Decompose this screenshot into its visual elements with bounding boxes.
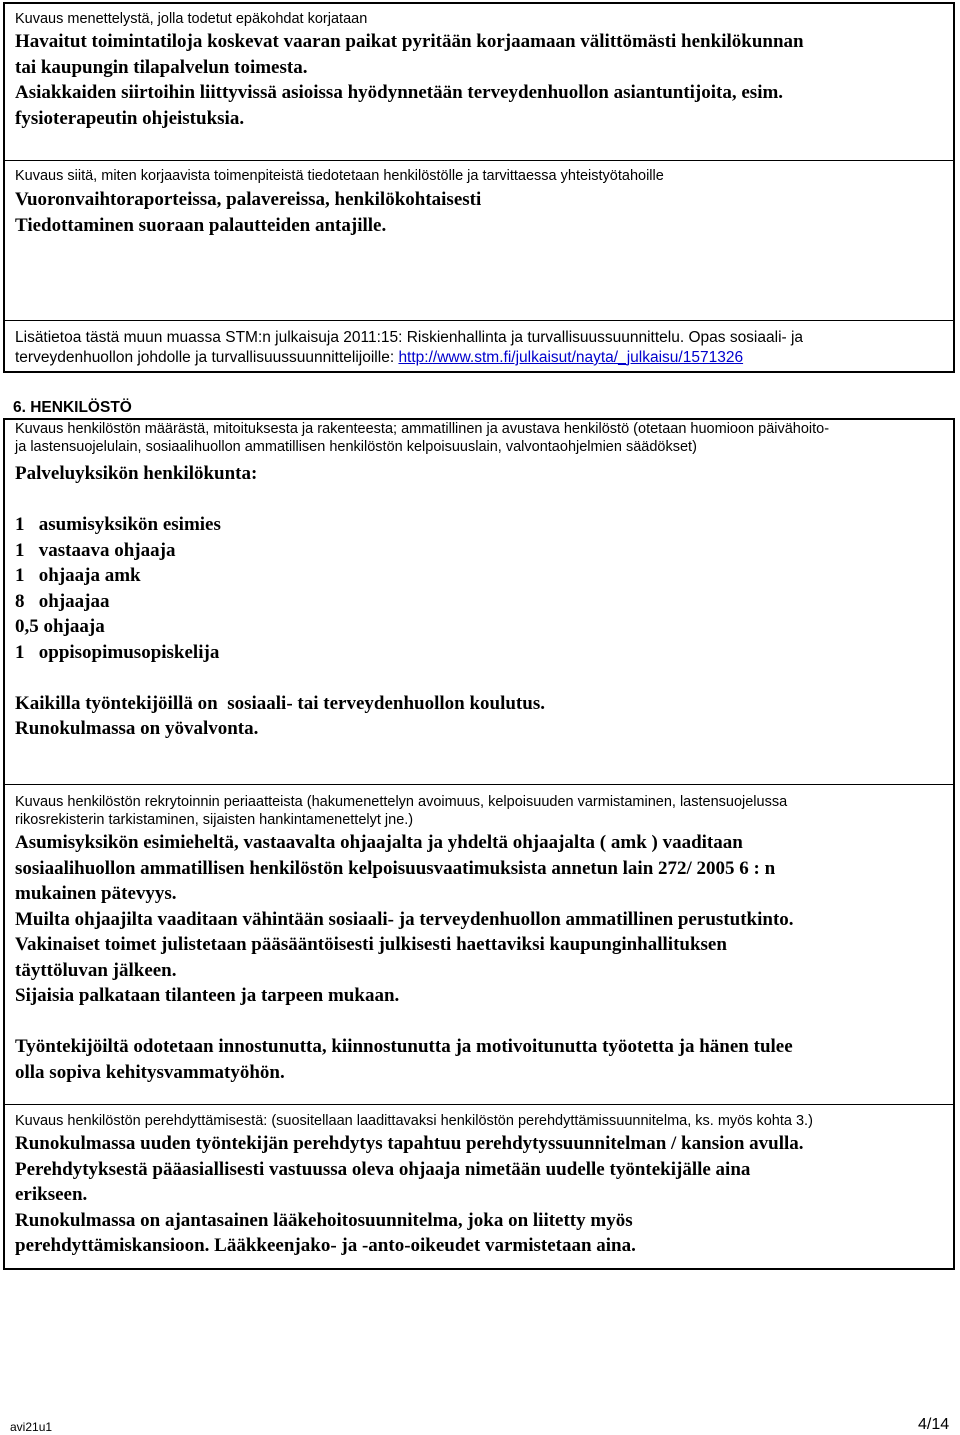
text-line: tai kaupungin tilapalvelun toimesta. <box>15 56 308 78</box>
text-line: Vakinaiset toimet julistetaan pääsääntöisesti julkisesti haettaviksi kaupunginhallituksen <box>15 934 727 955</box>
staff-note: Kaikilla työntekijöillä on sosiaali- tai terveydenhuollon koulutus. <box>15 692 545 714</box>
communication-cell <box>5 161 953 321</box>
corrective-actions-box <box>3 2 955 373</box>
section-title: 6. HENKILÖSTÖ <box>13 399 132 416</box>
label-line: ja lastensuojelulain, sosiaalihuollon ammatillisen henkilöstön kelpoisuuslain, valvontaohjelmien säädökset) <box>15 439 697 455</box>
more-info-cell <box>5 321 953 368</box>
text-line: Työntekijöiltä odotetaan innostunutta, kiinnostunutta ja motivoitunutta työotetta ja hänen tulee <box>15 1036 793 1057</box>
recruitment-cell <box>5 785 953 1105</box>
corrections-cell <box>5 4 953 161</box>
text-line: Vuoronvaihtoraporteissa, palavereissa, henkilökohtaisesti <box>15 189 482 210</box>
text-line: perehdyttämiskansioon. Lääkkeenjako- ja -anto-oikeudet varmistetaan aina. <box>15 1235 636 1256</box>
corrections-label: Kuvaus menettelystä, jolla todetut epäkohdat korjataan <box>15 11 368 27</box>
text-line: Asiakkaiden siirtoihin liittyvissä asioissa hyödynnetään terveydenhuollon asiantuntijoita, esim. <box>15 82 784 103</box>
staff-item: 8 ohjaajaa <box>15 590 110 612</box>
more-info-line-2 <box>15 348 943 368</box>
label-line: Kuvaus henkilöstön rekrytoinnin periaatteista (hakumenettelyn avoimuus, kelpoisuuden varmistaminen, lastensuojelussa <box>15 794 788 810</box>
text-line: Tiedottaminen suoraan palautteiden antajille. <box>15 214 387 236</box>
communication-text <box>15 187 943 238</box>
more-info-line: Lisätietoa tästä muun muassa STM:n julkaisuja 2011:15: Riskienhallinta ja turvallisuussuunnittelu. Opas sosiaali- ja <box>15 329 804 346</box>
staff-item: 1 oppisopimusopiskelija <box>15 641 220 663</box>
document-code: avi21u1 <box>10 1420 53 1434</box>
label-line: rikosrekisterin tarkistaminen, sijaisten hankintamenettelyt jne.) <box>15 812 414 828</box>
staff-item: 1 asumisyksikön esimies <box>15 514 221 535</box>
text-line: erikseen. <box>15 1184 88 1205</box>
text-line: Asumisyksikön esimieheltä, vastaavalta ohjaajalta ja yhdeltä ohjaajalta ( amk ) vaaditaan <box>15 832 743 853</box>
staffing-text <box>15 461 943 742</box>
page-number: 4/14 <box>918 1416 950 1433</box>
text-line: Muilta ohjaajilta vaaditaan vähintään sosiaali- ja terveydenhuollon ammatillinen perustutkinto. <box>15 908 794 930</box>
stm-publication-link[interactable]: http://www.stm.fi/julkaisut/nayta/_julkaisu/1571326 <box>398 349 744 366</box>
staffing-heading: Palveluyksikön henkilökunta: <box>15 463 258 484</box>
staff-item: 0,5 ohjaaja <box>15 616 105 637</box>
personnel-box <box>3 418 955 1270</box>
text-line: olla sopiva kehitysvammatyöhön. <box>15 1061 285 1083</box>
text-line: Runokulmassa uuden työntekijän perehdytys tapahtuu perehdytyssuunnitelman / kansion avulla. <box>15 1133 804 1154</box>
staff-item: 1 vastaava ohjaaja <box>15 539 176 561</box>
staff-note: Runokulmassa on yövalvonta. <box>15 718 259 739</box>
text-line: Runokulmassa on ajantasainen lääkehoitosuunnitelma, joka on liitetty myös <box>15 1209 633 1231</box>
text-line: mukainen pätevyys. <box>15 883 177 904</box>
text-line: Sijaisia palkataan tilanteen ja tarpeen mukaan. <box>15 985 400 1006</box>
label-line: Kuvaus henkilöstön määrästä, mitoituksesta ja rakenteesta; ammatillinen ja avustava henkilöstö (otetaan huomioon päivähoito- <box>15 421 830 437</box>
staff-item: 1 ohjaaja amk <box>15 565 141 586</box>
text-line: täyttöluvan jälkeen. <box>15 959 177 981</box>
staffing-label <box>15 420 943 456</box>
corrections-text <box>15 29 943 131</box>
text-line: sosiaalihuollon ammatillisen henkilöstön kelpoisuusvaatimuksista annetun lain 272/ 2005 6 : n <box>15 857 776 879</box>
orientation-label: Kuvaus henkilöstön perehdyttämisestä: (suositellaan laadittavaksi henkilöstön perehdyttämissuunnitelma, ks. myös kohta 3.) <box>15 1113 813 1129</box>
recruitment-label <box>15 793 943 829</box>
orientation-cell <box>5 1105 953 1259</box>
recruitment-text <box>15 830 943 1085</box>
communication-label: Kuvaus siitä, miten korjaavista toimenpiteistä tiedotetaan henkilöstölle ja tarvittaessa yhteistyötahoille <box>15 168 664 184</box>
staffing-cell <box>5 420 953 785</box>
orientation-text <box>15 1131 943 1259</box>
text-line: Perehdytyksestä pääasiallisesti vastuussa oleva ohjaaja nimetään uudelle työntekijälle aina <box>15 1158 751 1180</box>
text-line: fysioterapeutin ohjeistuksia. <box>15 107 245 129</box>
more-info-prefix: terveydenhuollon johdolle ja turvallisuussuunnittelijoille: <box>15 349 399 366</box>
text-line: Havaitut toimintatiloja koskevat vaaran paikat pyritään korjaamaan välittömästi henkilökunnan <box>15 31 804 52</box>
more-info-text <box>15 328 943 368</box>
